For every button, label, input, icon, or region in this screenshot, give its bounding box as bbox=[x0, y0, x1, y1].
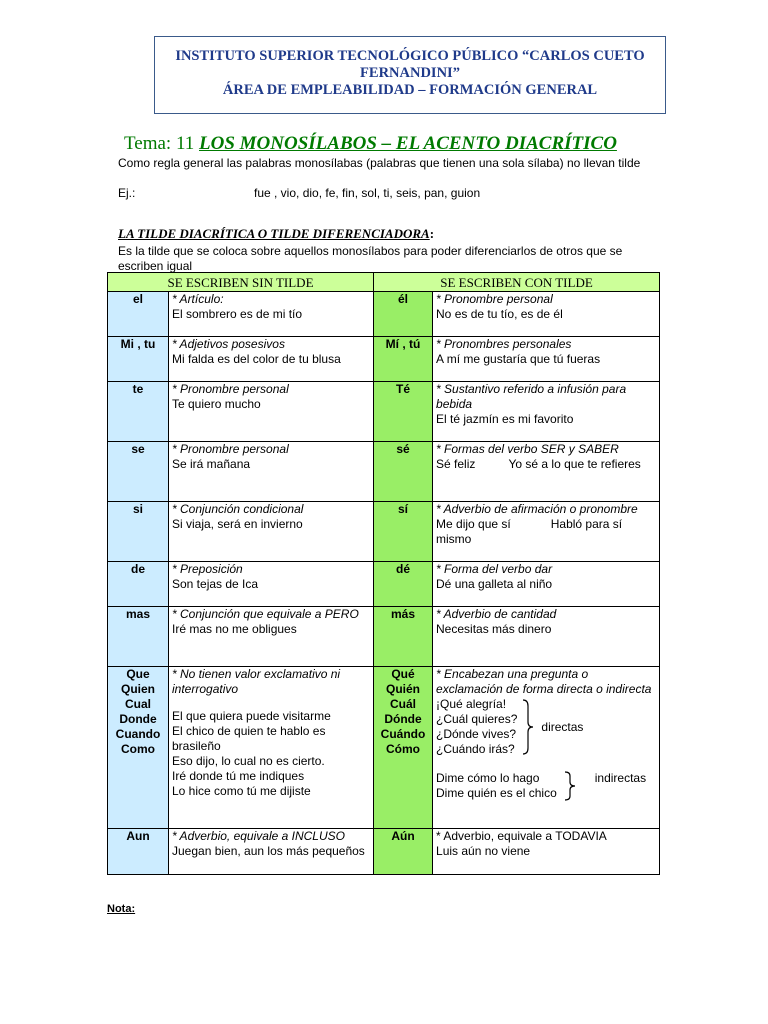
indirect-group bbox=[436, 771, 656, 801]
category-label: * Conjunción que equivale a PERO bbox=[172, 607, 359, 621]
section-subtitle-text: LA TILDE DIACRÍTICA O TILDE DIFERENCIADORA bbox=[118, 226, 430, 241]
category-label: * Conjunción condicional bbox=[172, 502, 304, 516]
example-sentence: Me dijo que sí Habló para sí mismo bbox=[436, 517, 626, 546]
example-sentence: Lo hice como tú me dijiste bbox=[172, 784, 311, 798]
example-sentence: Dime quién es el chico bbox=[436, 786, 557, 800]
example-sentence: Iré mas no me obligues bbox=[172, 622, 297, 636]
table-row bbox=[108, 562, 660, 607]
keyword: Cuándo bbox=[380, 727, 426, 741]
institution-name-line1: INSTITUTO SUPERIOR TECNOLÓGICO PÚBLICO “CARLOS CUETO bbox=[175, 48, 645, 64]
example-sentence: Mi falda es del color de tu blusa bbox=[172, 352, 341, 366]
table-header-row bbox=[108, 273, 660, 292]
keyword: Cuando bbox=[115, 727, 161, 741]
header-with-tilde: SE ESCRIBEN CON TILDE bbox=[374, 273, 660, 292]
category-label: * Adverbio, equivale a TODAVIA bbox=[436, 829, 607, 843]
table-row bbox=[108, 607, 660, 667]
keyword-without-tilde: Aun bbox=[108, 829, 169, 875]
table-row bbox=[108, 829, 660, 875]
keyword-without-tilde: Mi , tu bbox=[108, 337, 169, 382]
usage-without-tilde bbox=[169, 442, 374, 502]
keyword: Qué bbox=[391, 667, 415, 681]
keyword-with-tilde: sí bbox=[374, 502, 433, 562]
example-sentence: No es de tu tío, es de él bbox=[436, 307, 563, 321]
keyword-without-tilde: el bbox=[108, 292, 169, 337]
category-label: * Forma del verbo dar bbox=[436, 562, 553, 576]
category-label: * Pronombre personal bbox=[436, 292, 553, 306]
category-label: * Adverbio, equivale a INCLUSO bbox=[172, 829, 345, 843]
section-description: Es la tilde que se coloca sobre aquellos monosílabos para poder diferenciarlos de otros que se escriben igual bbox=[118, 244, 623, 273]
keyword: Como bbox=[121, 742, 155, 756]
example-sentence: Dé una galleta al niño bbox=[436, 577, 553, 591]
keyword-without-tilde: te bbox=[108, 382, 169, 442]
example-sentence: ¿Cuándo irás? bbox=[436, 742, 515, 756]
keyword-with-tilde: Aún bbox=[374, 829, 433, 875]
example-sentence: Juegan bien, aun los más pequeños bbox=[172, 844, 365, 858]
monosyllables-table bbox=[107, 272, 660, 875]
table-row bbox=[108, 442, 660, 502]
section-subtitle-colon: : bbox=[429, 226, 435, 241]
category-label: * Pronombre personal bbox=[172, 382, 289, 396]
table-row-interrogatives bbox=[108, 667, 660, 829]
keyword-with-tilde: Té bbox=[374, 382, 433, 442]
category-label: * No tienen valor exclamativo ni interrogativo bbox=[172, 667, 341, 696]
usage-with-tilde bbox=[433, 562, 660, 607]
topic-title: LOS MONOSÍLABOS – EL ACENTO DIACRÍTICO bbox=[199, 133, 617, 154]
usage-with-tilde bbox=[433, 667, 660, 829]
example-words: fue , vio, dio, fe, fin, sol, ti, seis, pan, guion bbox=[254, 186, 481, 200]
keyword-with-tilde: más bbox=[374, 607, 433, 667]
keyword-with-tilde: Mí , tú bbox=[374, 337, 433, 382]
usage-with-tilde bbox=[433, 337, 660, 382]
topic-heading bbox=[124, 133, 617, 155]
example-sentence: Sé feliz Yo sé a lo que te refieres bbox=[436, 457, 641, 471]
keyword: Quién bbox=[386, 682, 421, 696]
category-label: * Adverbio de cantidad bbox=[436, 607, 557, 621]
keyword: Cual bbox=[124, 697, 151, 711]
keyword-with-tilde: él bbox=[374, 292, 433, 337]
example-sentence: Te quiero mucho bbox=[172, 397, 261, 411]
example-label: Ej.: bbox=[118, 186, 136, 200]
example-sentence: ¿Cuál quieres? bbox=[436, 712, 518, 726]
example-sentence: ¡Qué alegría! bbox=[436, 697, 507, 711]
usage-without-tilde bbox=[169, 667, 374, 829]
usage-without-tilde bbox=[169, 562, 374, 607]
category-label: * Sustantivo referido a infusión para bebida bbox=[436, 382, 627, 411]
category-label: * Encabezan una pregunta o exclamación de forma directa o indirecta bbox=[436, 667, 652, 696]
usage-without-tilde bbox=[169, 829, 374, 875]
note-label: Nota: bbox=[107, 903, 136, 915]
keyword: Que bbox=[126, 667, 150, 681]
example-sentence: Necesitas más dinero bbox=[436, 622, 552, 636]
keyword: Dónde bbox=[384, 712, 422, 726]
example-sentence: El té jazmín es mi favorito bbox=[436, 412, 574, 426]
example-sentence: ¿Dónde vives? bbox=[436, 727, 517, 741]
keyword-with-tilde-group bbox=[374, 667, 433, 829]
direct-label: directas bbox=[541, 719, 584, 734]
category-label: * Adjetivos posesivos bbox=[172, 337, 285, 351]
header-without-tilde: SE ESCRIBEN SIN TILDE bbox=[108, 273, 374, 292]
keyword: Quien bbox=[120, 682, 155, 696]
table-row bbox=[108, 382, 660, 442]
intro-paragraph: Como regla general las palabras monosílabas (palabras que tienen una sola sílaba) no llevan tilde bbox=[118, 156, 641, 170]
keyword-without-tilde: de bbox=[108, 562, 169, 607]
example-sentence: El chico de quien te hablo es brasileño bbox=[172, 724, 326, 753]
usage-without-tilde bbox=[169, 292, 374, 337]
usage-without-tilde bbox=[169, 502, 374, 562]
category-label: * Preposición bbox=[172, 562, 243, 576]
usage-with-tilde bbox=[433, 442, 660, 502]
section-subtitle bbox=[118, 226, 434, 242]
right-brace-icon bbox=[521, 698, 535, 756]
example-sentence: El sombrero es de mi tío bbox=[172, 307, 303, 321]
category-label: * Artículo: bbox=[172, 292, 224, 306]
example-sentence: Dime cómo lo hago bbox=[436, 771, 540, 785]
table-row bbox=[108, 502, 660, 562]
usage-with-tilde bbox=[433, 382, 660, 442]
example-sentence: Son tejas de Ica bbox=[172, 577, 259, 591]
example-sentence: Se irá mañana bbox=[172, 457, 251, 471]
example-sentence: Luis aún no viene bbox=[436, 844, 531, 858]
usage-with-tilde bbox=[433, 502, 660, 562]
example-sentence: A mí me gustaría que tú fueras bbox=[436, 352, 601, 366]
right-brace-icon bbox=[563, 771, 577, 801]
table-row bbox=[108, 337, 660, 382]
example-sentence: Iré donde tú me indiques bbox=[172, 769, 305, 783]
topic-prefix: Tema: 11 bbox=[124, 133, 195, 154]
table-row bbox=[108, 292, 660, 337]
keyword-with-tilde: sé bbox=[374, 442, 433, 502]
keyword-without-tilde-group bbox=[108, 667, 169, 829]
category-label: * Pronombre personal bbox=[172, 442, 289, 456]
keyword-without-tilde: si bbox=[108, 502, 169, 562]
institution-name-line2: FERNANDINI” bbox=[360, 65, 460, 81]
usage-with-tilde bbox=[433, 292, 660, 337]
example-sentence: El que quiera puede visitarme bbox=[172, 709, 331, 723]
keyword: Donde bbox=[119, 712, 157, 726]
category-label: * Formas del verbo SER y SABER bbox=[436, 442, 619, 456]
keyword-without-tilde: mas bbox=[108, 607, 169, 667]
usage-with-tilde bbox=[433, 607, 660, 667]
usage-with-tilde bbox=[433, 829, 660, 875]
category-label: * Adverbio de afirmación o pronombre bbox=[436, 502, 638, 516]
category-label: * Pronombres personales bbox=[436, 337, 572, 351]
indirect-label: indirectas bbox=[594, 771, 647, 785]
usage-without-tilde bbox=[169, 382, 374, 442]
keyword-with-tilde: dé bbox=[374, 562, 433, 607]
example-sentence: Eso dijo, lo cual no es cierto. bbox=[172, 754, 325, 768]
example-sentence: Si viaja, será en invierno bbox=[172, 517, 303, 531]
institution-header-box bbox=[154, 36, 666, 114]
keyword: Cuál bbox=[390, 697, 417, 711]
direct-group bbox=[436, 697, 656, 757]
keyword: Cómo bbox=[386, 742, 421, 756]
department-line: ÁREA DE EMPLEABILIDAD – FORMACIÓN GENERAL bbox=[222, 82, 598, 98]
keyword-without-tilde: se bbox=[108, 442, 169, 502]
usage-without-tilde bbox=[169, 607, 374, 667]
usage-without-tilde bbox=[169, 337, 374, 382]
